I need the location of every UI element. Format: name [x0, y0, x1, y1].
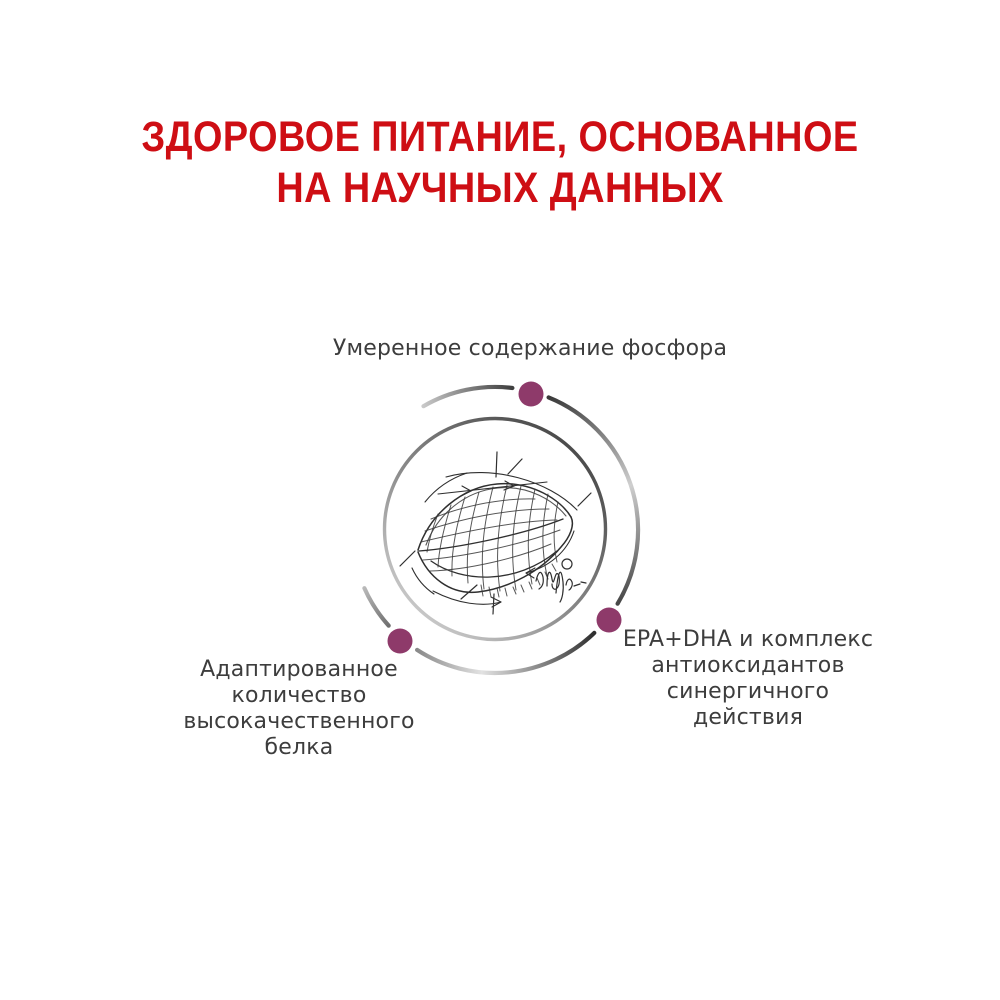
callout-phosphorus: Умеренное содержание фосфора	[332, 336, 728, 361]
callout-epa-dha-line-2: антиоксидантов	[651, 653, 845, 678]
outer-arc-bottom-left	[364, 588, 388, 626]
callout-protein-line-4: белка	[264, 735, 334, 760]
designer-signature	[536, 559, 586, 602]
callout-protein-line-2: количество	[231, 683, 367, 708]
callout-epa-dha	[623, 627, 873, 731]
callout-protein	[183, 657, 414, 761]
callout-epa-dha-line-3: синергичного	[666, 679, 830, 704]
outer-arc-top-left	[424, 387, 513, 406]
callout-epa-dha-line-1: EPA+DHA и комплекс	[622, 627, 874, 652]
headline-line-1: ЗДОРОВОЕ ПИТАНИЕ, ОСНОВАННОЕ	[141, 113, 859, 161]
callout-protein-line-3: высокачественного	[183, 709, 415, 734]
callout-protein-line-1: Адаптированное	[200, 657, 398, 682]
orbit-dot-right	[597, 608, 622, 633]
kibble-sketch	[400, 452, 591, 614]
orbit-dot-bottom-left	[388, 629, 413, 654]
headline-line-2: НА НАУЧНЫХ ДАННЫХ	[276, 164, 724, 212]
outer-arc-right	[549, 397, 638, 603]
callout-epa-dha-line-4: действия	[692, 705, 804, 730]
orbit-dot-top	[519, 382, 544, 407]
